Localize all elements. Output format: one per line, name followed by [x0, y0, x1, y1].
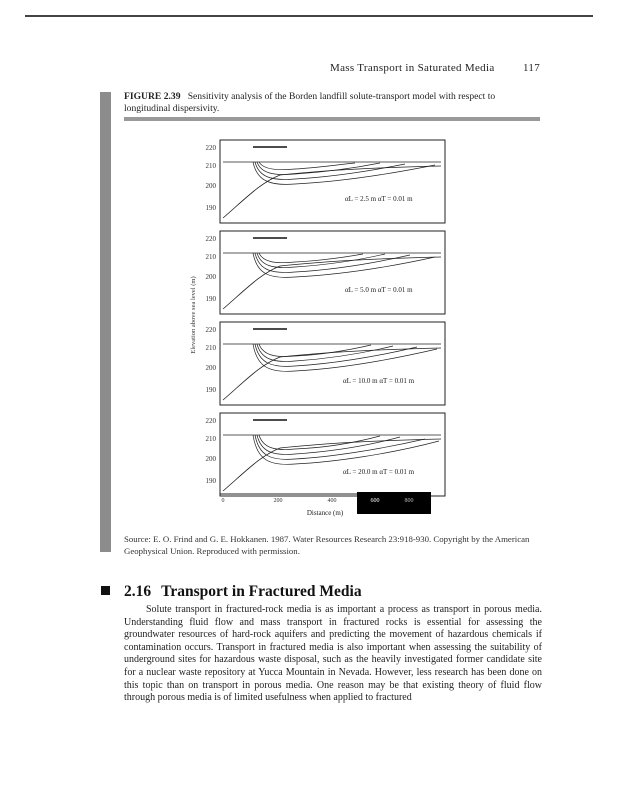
running-head: [330, 62, 540, 74]
x-tick-label: 800: [404, 498, 414, 504]
y-axis-label: Elevation above sea level (m): [190, 276, 197, 354]
plot-panel: [206, 413, 446, 496]
section-body-paragraph: Solute transport in fractured-rock media is as important a process as transport in porous media. Understanding fluid flow and mass transport in fractured rocks is essential for assessing the groundwater resources of hard-rock aquifers and predicting the movement of hazardous chemicals if contamination occurs. Transport in fractured media is also important when assessing the suitability of underground sites for hazardous waste disposal, such as the heavily investigated former candidate site for a nuclear waste repository at Yucca Mountain in Nevada. However, less research has been done on this topic than on transport in porous media. One reason may be that existing theory of fluid flow through porous media is of limited usefulness when applied to fractured: [124, 604, 542, 704]
y-tick-label: 210: [205, 435, 216, 443]
section-title: Transport in Fractured Media: [161, 583, 362, 600]
x-tick-label: 200: [273, 498, 283, 504]
y-tick-label: 220: [205, 144, 216, 152]
scan-artifact-bar: [357, 492, 431, 514]
y-tick-label: 210: [205, 253, 216, 261]
y-tick-label: 190: [205, 204, 216, 212]
section-number: 2.16: [124, 583, 152, 600]
plot-panel: [206, 322, 446, 405]
dispersivity-params: αL = 20.0 m αT = 0.01 m: [343, 468, 415, 476]
dispersivity-params: αL = 5.0 m αT = 0.01 m: [345, 286, 413, 294]
section-bullet: [101, 586, 110, 595]
section-heading: [101, 583, 521, 601]
figure-plot: [185, 135, 453, 520]
y-tick-label: 190: [205, 295, 216, 303]
y-tick-label: 220: [205, 235, 216, 243]
x-axis-label: Distance (m): [306, 509, 344, 517]
dispersivity-params: αL = 2.5 m αT = 0.01 m: [345, 195, 413, 203]
page-number: 117: [523, 62, 540, 74]
y-tick-label: 190: [205, 477, 216, 485]
plot-panel: [206, 231, 446, 314]
figure-sidebar-bar: [100, 92, 111, 552]
y-tick-label: 220: [205, 326, 216, 334]
y-tick-label: 200: [205, 273, 216, 281]
y-tick-label: 190: [205, 386, 216, 394]
figure-label: FIGURE 2.39: [124, 91, 181, 102]
y-tick-label: 200: [205, 182, 216, 190]
y-tick-label: 220: [205, 417, 216, 425]
running-head-title: Mass Transport in Saturated Media: [330, 62, 495, 74]
figure-source-note: Source: E. O. Frind and G. E. Hokkanen. 1987. Water Resources Research 23:918-930. Copyright by the American Geophysical Union. Reproduced with permission.: [124, 534, 530, 556]
caption-rule: [124, 117, 540, 121]
y-tick-label: 210: [205, 162, 216, 170]
x-tick-label: 0: [221, 498, 225, 504]
figure-caption-text: Sensitivity analysis of the Borden landfill solute-transport model with respect to longitudinal dispersivity.: [124, 91, 496, 114]
y-tick-label: 210: [205, 344, 216, 352]
x-tick-label: 400: [327, 498, 337, 504]
y-tick-label: 200: [205, 455, 216, 463]
figure-caption: [124, 91, 539, 115]
top-rule: [25, 15, 593, 17]
dispersivity-params: αL = 10.0 m αT = 0.01 m: [343, 377, 415, 385]
plot-panel: [206, 140, 446, 223]
y-tick-label: 200: [205, 364, 216, 372]
x-tick-label: 600: [370, 498, 380, 504]
